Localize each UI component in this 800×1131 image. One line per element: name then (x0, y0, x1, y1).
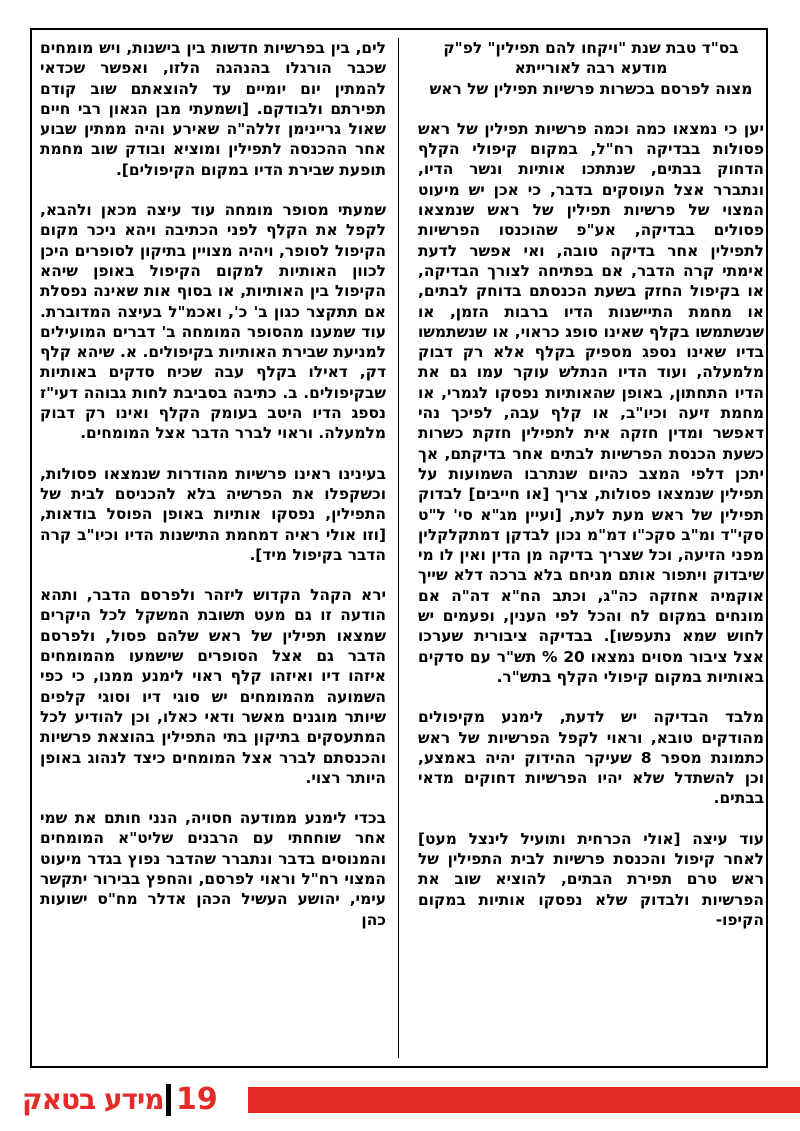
article-paragraph: בעינינו ראינו פרשיות מהודרות שנמצאו פסולות, וכשקפלו את הפרשיה בלא להכניסם לבית של התפילין, נפסקו אותיות באופן הפוסל בודאות, [וזו אולי ראיה דמחמת התישנות הדיו וכיו"ב קרה הדבר בקיפול מיד]. (40, 464, 386, 564)
page-footer (0, 1081, 800, 1119)
article-column-right (418, 38, 764, 950)
article-paragraph: לים, בין בפרשיות חדשות בין בישנות, ויש מומחים שכבר הורגלו בהנהגה הלזו, ואפשר שכדאי להמתין יום יומיים עד להוצאתם שוב קודם תפירתם ולבודקם. [ושמעתי מבן הגאון רבי חיים שאול גריינימן זללה"ה שאירע והיה ממתין שבוע אחר ההכנסה לתפילין ומוציא ובודק שוב מחמת תופעת שבירת הדיו במקום הקיפולים]. (40, 39, 386, 179)
article-paragraph: מלבד הבדיקה יש לדעת, לימנע מקיפולים מהודקים טובא, וראוי לקפל הפרשיות של ראש כתמונת מספר 8 שעיקר ההידוק יהיה באמצע, וכן להשתדל שלא יהיו הפרשיות דחוקים מדאי בבתים. (418, 708, 764, 808)
footer-accent-bar (248, 1087, 800, 1113)
column-divider (398, 38, 399, 1058)
header-line-3: מצוה לפרסם בכשרות פרשיות תפילין של ראש (429, 79, 753, 98)
header-line-1: בס"ד טבת שנת "ויקחו להם תפילין" לפ"ק (443, 39, 739, 57)
article-header (418, 38, 764, 99)
page-number: 19 (176, 1082, 218, 1117)
article-paragraph: שמעתי מסופר מומחה עוד עיצה מכאן ולהבא, לקפל את הקלף לפני הכתיבה ויהא ניכר מקום הקיפול לסופר, ויהיה מצויין בתיקון לסופרים היכן לכוון האותיות למקום הקיפול באופן שיהא הקיפול בין האותיות, או בסוף אות שאינה נפסלת אם תתקצר כגון ב' כ', ואכמ"ל בעיצה המדוברת. עוד שמענו מהסופר המומחה ב' דברים המועילים למניעת שבירת האותיות בקיפולים. א. שיהא קלף דק, דאילו בקלף עבה שכיח סדקים באותיות שבקיפולים. ב. כתיבה בסביבת לחות גבוהה דעי"ז נספג הדיו היטב בעומק הקלף ואינו רק דבוק מלמעלה. וראוי לברר הדבר אצל המומחים. (40, 201, 386, 443)
header-line-2: מודעא רבה לאורייתא (514, 59, 668, 78)
article-paragraph: עוד עיצה [אולי הכרחית ותועיל לינצל מעט] לאחר קיפול והכנסת פרשיות לבית התפילין של ראש טרם תפירת הבתים, להוציא שוב את הפרשיות ולבדוק שלא נפסקו אותיות במקום הקיפו- (418, 829, 764, 929)
article-column-left (40, 38, 386, 950)
footer-separator (166, 1084, 171, 1116)
publication-logo: מידע בטאק (22, 1083, 164, 1116)
article-paragraph: ירא הקהל הקדוש ליזהר ולפרסם הדבר, ותהא הודעה זו גם מעט תשובת המשקל לכל היקרים שמצאו תפילין של ראש שלהם פסול, ולפרסם הדבר גם אצל הסופרים שישמעו מהמומחים איזהו דיו ואיזהו קלף ראוי לימנע ממנו, כי כפי השמועה מהמומחים יש סוגי דיו וסוגי קלפים שיותר מוגנים מאשר ודאי כאלו, וכן להודיע לכל המתעסקים בתיקון בתי התפילין בהוצאת פרשיות והכנסתם לברר אצל המומחים כיצד לנהוג באופן היותר רצוי. (40, 586, 386, 787)
article-paragraph: בכדי לימנע ממודעה חסויה, הנני חותם את שמי אחר שוחחתי עם הרבנים שליט"א המומחים והמנוסים בדבר ונתברר שהדבר נפוץ בגדר מיעוט המצוי רח"ל וראוי לפרסם, והחפץ בבירור יתקשר עימי, יהושע העשיל הכהן אדלר מח"ס ישועות כהן (40, 809, 386, 929)
article-paragraph: יען כי נמצאו כמה וכמה פרשיות תפילין של ראש פסולות בבדיקה רח"ל, במקום קיפולי הקלף הדחוק בבתים, שנתתכו אותיות ונשר הדיו, ונתברר אצל העוסקים בדבר, כי אכן יש מיעוט המצוי של פרשיות תפילין של ראש שנמצאו פסולים בבדיקה, אע"פ שהוכנסו הפרשיות לתפילין אחר בדיקה טובה, ואי אפשר לדעת אימתי קרה הדבר, אם בפתיחה לצורך הבדיקה, או בקיפול החזק בשעת הכנסתם בדוחק לבתים, או מחמת התיישנות הדיו ברבות הזמן, או שנשתמשו בקלף שאינו סופג כראוי, או שנשתמשו בדיו שאינו נספג מספיק בקלף אלא רק דבוק מלמעלה, ועוד הדיו הנתלש עוקר עמו גם את הדיו התחתון, באופן שהאותיות נפסקו לגמרי, או מחמת זיעה וכיו"ב, או קלף עבה, לפיכך נהי דאפשר ומדין חזקה אית לתפילין חזקת כשרות כשעת הכנסת הפרשיות לבתים אחר בדיקתם, אך יתכן דלפי המצב כהיום שנתרבו השמועות על תפילין שנמצאו פסולות, צריך [או חייבים] לבדוק תפילין של ראש מעת לעת, [ועיין מג"א סי' ל"ט סקי"ד ומ"ב סקכ"ו דמ"מ נכון לבדקן דמתקלקלין מפני הזיעה, וכל שצריך בדיקה מן הדין ואין לו מי שיבדוק ויתפור אותם מניחם בלא ברכה דלא שייך אוקמיה אחזקה כה"ג, וכתב הח"א דה"ה אם מונחים במקום לח והכל לפי הענין, ופעמים יש לחוש שמא נתעפשו]. בבדיקה ציבורית שערכו אצל ציבור מסוים נמצאו 20 % תש"ר עם סדקים באותיות במקום קיפולי הקלף בתש"ר. (418, 119, 764, 686)
